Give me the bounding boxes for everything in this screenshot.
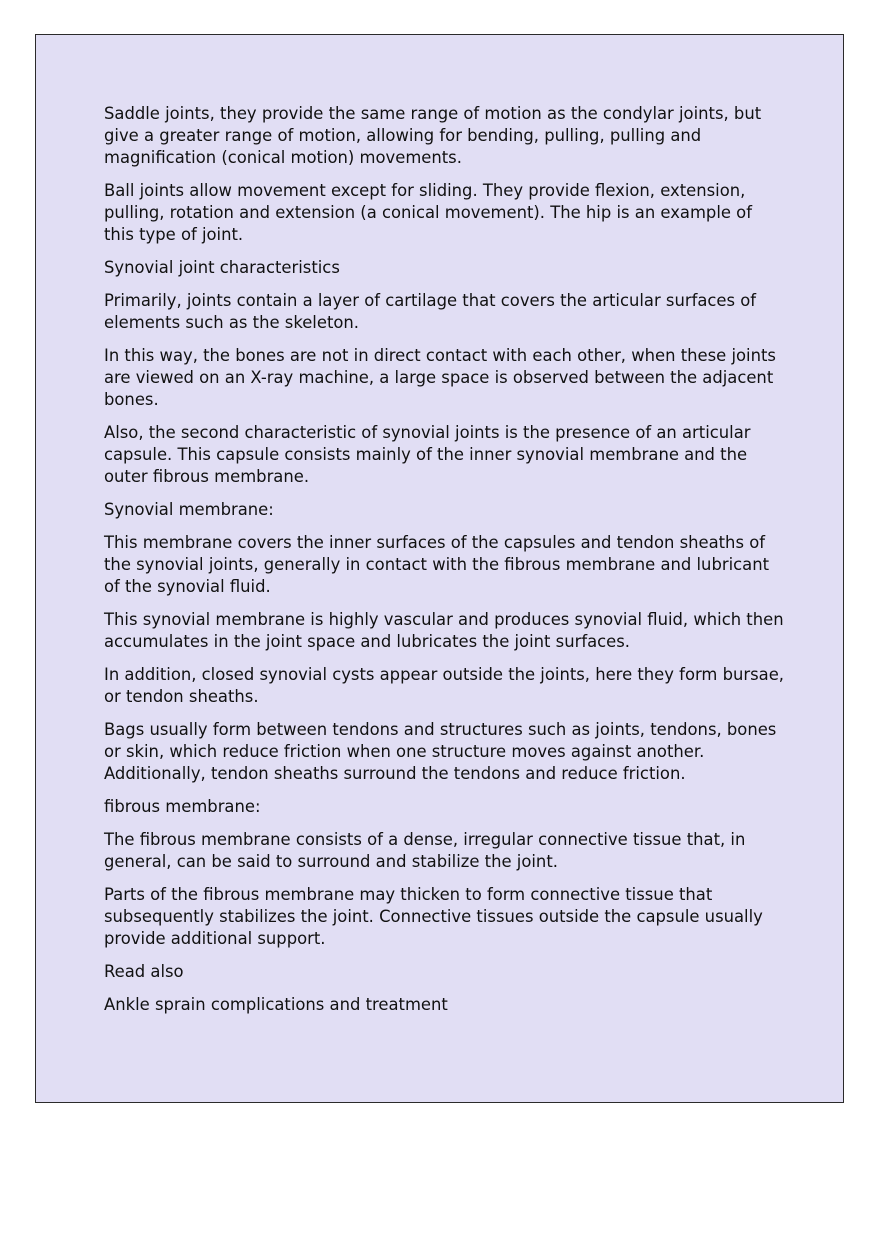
heading-fibrous-membrane: fibrous membrane: xyxy=(104,797,261,816)
paragraph-ball-joints: Ball joints allow movement except for sliding. They provide flexion, extension, pulling, rotation and extension (a conical movement). The hip is an example of this type of joint. xyxy=(104,181,752,244)
paragraph-vascular: This synovial membrane is highly vascular and produces synovial fluid, which then accumulates in the joint space and lubricates the joint surfaces. xyxy=(104,610,784,651)
article-body xyxy=(104,103,784,1027)
heading-synovial-characteristics: Synovial joint characteristics xyxy=(104,258,340,277)
content-panel xyxy=(35,34,844,1103)
heading-synovial-membrane: Synovial membrane: xyxy=(104,500,274,519)
paragraph-bones-contact: In this way, the bones are not in direct contact with each other, when these joints are viewed on an X-ray machine, a large space is observed between the adjacent bones. xyxy=(104,346,776,409)
paragraph-membrane-covers: This membrane covers the inner surfaces of the capsules and tendon sheaths of the synovial joints, generally in contact with the fibrous membrane and lubricant of the synovial fluid. xyxy=(104,533,770,596)
related-article-link[interactable]: Ankle sprain complications and treatment xyxy=(104,995,448,1014)
paragraph-cartilage: Primarily, joints contain a layer of cartilage that covers the articular surfaces of elements such as the skeleton. xyxy=(104,291,757,332)
paragraph-synovial-cysts: In addition, closed synovial cysts appear outside the joints, here they form bursae, or tendon sheaths. xyxy=(104,665,785,706)
paragraph-fibrous-thicken: Parts of the fibrous membrane may thicken to form connective tissue that subsequently stabilizes the joint. Connective tissues outside the capsule usually provide additional support. xyxy=(104,885,763,948)
paragraph-articular-capsule: Also, the second characteristic of synovial joints is the presence of an articular capsule. This capsule consists mainly of the inner synovial membrane and the outer fibrous membrane. xyxy=(104,423,751,486)
paragraph-bags: Bags usually form between tendons and structures such as joints, tendons, bones or skin, which reduce friction when one structure moves against another. Additionally, tendon sheaths surround the tendons and reduce friction. xyxy=(104,720,777,783)
paragraph-fibrous-consists: The fibrous membrane consists of a dense, irregular connective tissue that, in general, can be said to surround and stabilize the joint. xyxy=(104,830,746,871)
read-also-label: Read also xyxy=(104,962,184,981)
paragraph-saddle-joints: Saddle joints, they provide the same range of motion as the condylar joints, but give a greater range of motion, allowing for bending, pulling, pulling and magnification (conical motion) movements. xyxy=(104,104,762,167)
